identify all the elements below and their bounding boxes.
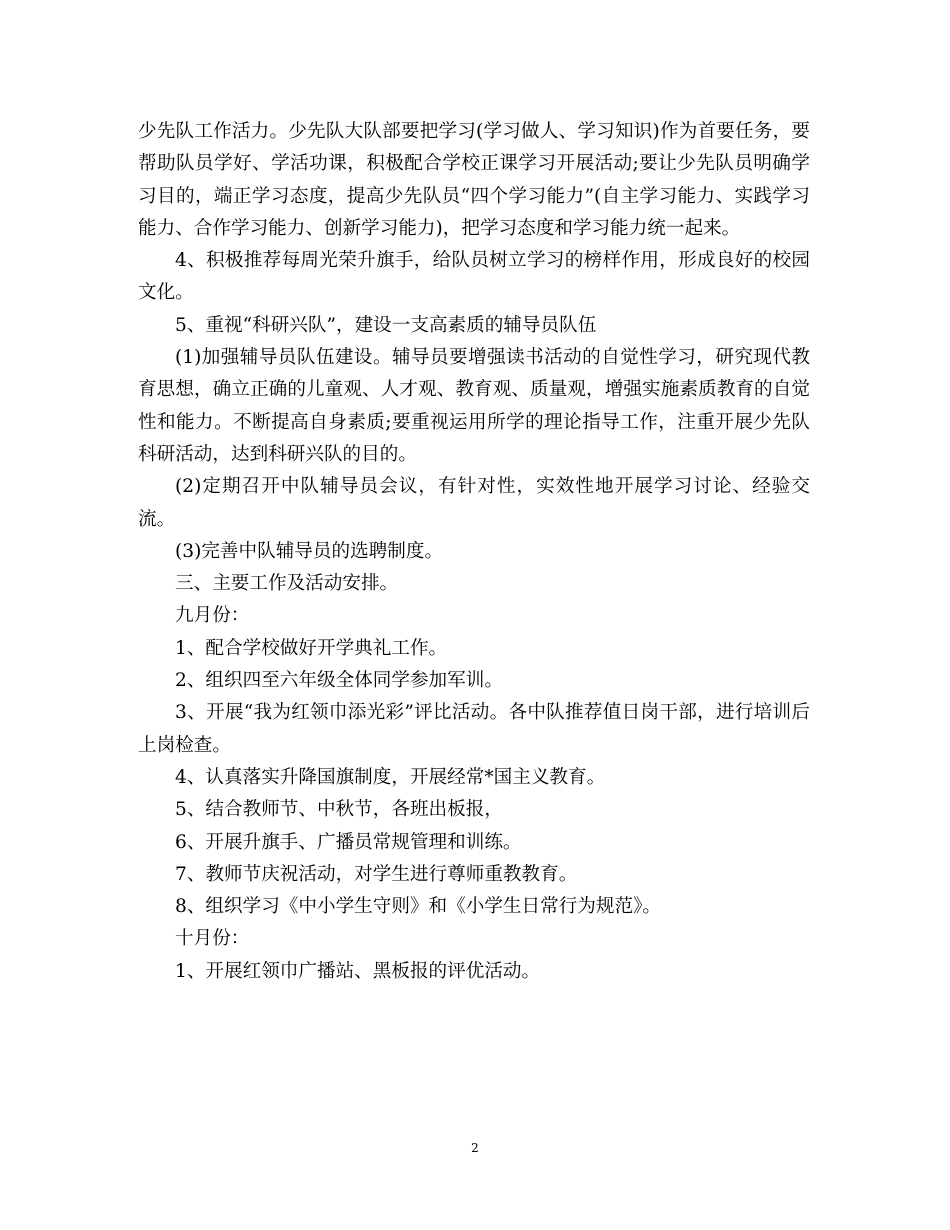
page-number: 2 [471,1141,479,1155]
list-item: 1、配合学校做好开学典礼工作。 [175,637,448,659]
section-heading: 三、主要工作及活动安排。 [175,573,399,595]
paragraph: (2)定期召开中队辅导员会议，有针对性，实效性地开展学习讨论、经验交流。 [138,476,810,530]
paragraph: (3)完善中队辅导员的选聘制度。 [175,540,444,562]
list-item: 6、开展升旗手、广播员常规管理和训练。 [175,831,522,853]
list-item: 1、开展红领巾广播站、黑板报的评优活动。 [175,960,541,982]
list-item: 8、组织学习《中小学生守则》和《小学生日常行为规范》。 [175,896,661,918]
list-item: 7、教师节庆祝活动，对学生进行尊师重教教育。 [175,863,578,885]
paragraph: (1)加强辅导员队伍建设。辅导员要增强读书活动的自觉性学习，研究现代教育思想，确立正确的儿童观、人才观、教育观、质量观，增强实施素质教育的自觉性和能力。不断提高自身素质;要重视运用所学的理论指导工作，注重开展少先队科研活动，达到科研兴队的目的。 [138,347,810,465]
month-heading: 九月份： [175,605,250,627]
list-item: 5、结合教师节、中秋节，各班出板报， [175,799,503,821]
paragraph: 4、积极推荐每周光荣升旗手，给队员树立学习的榜样作用，形成良好的校园文化。 [138,250,810,304]
paragraph: 5、重视“科研兴队”，建设一支高素质的辅导员队伍 [175,314,597,336]
paragraph: 少先队工作活力。少先队大队部要把学习(学习做人、学习知识)作为首要任务，要帮助队员学好、学活功课，积极配合学校正课学习开展活动;要让少先队员明确学习目的，端正学习态度，提高少先队员“四个学习能力”(自主学习能力、实践学习能力、合作学习能力、创新学习能力)，把学习态度和学习能力统一起来。 [138,121,810,239]
month-heading: 十月份： [175,928,250,950]
list-item: 3、开展“我为红领巾添光彩”评比活动。各中队推荐值日岗干部，进行培训后上岗检查。 [138,702,810,756]
document-body [138,116,810,988]
list-item: 4、认真落实升降国旗制度，开展经常*国主义教育。 [175,766,606,788]
list-item: 2、组织四至六年级全体同学参加军训。 [175,670,503,692]
